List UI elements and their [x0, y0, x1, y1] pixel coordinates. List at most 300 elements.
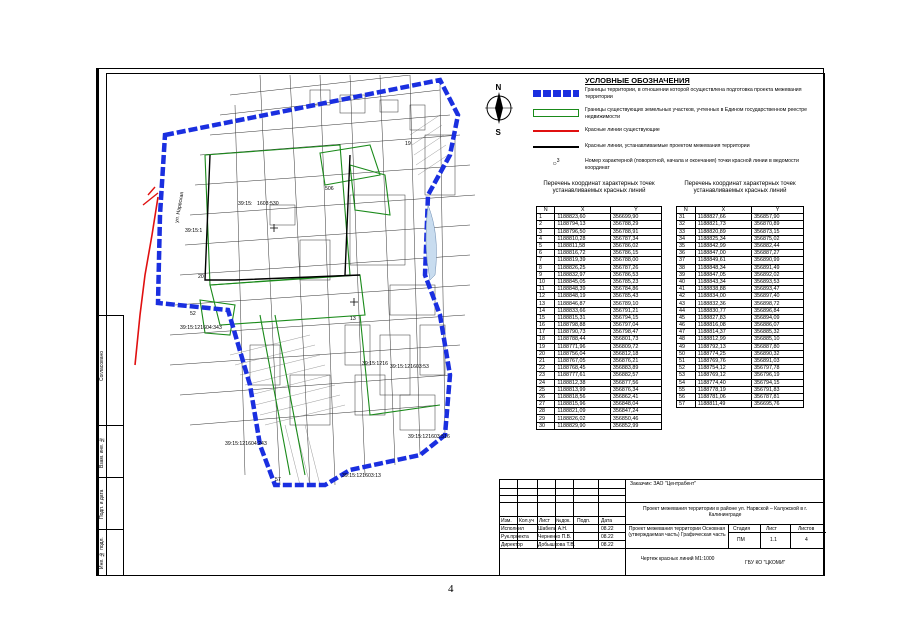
- cell-x: 1188774,25: [695, 350, 751, 357]
- tb-rule: [500, 488, 625, 489]
- drawing-name: Чертеж красных линий М1:1000: [640, 556, 715, 562]
- cell-y: 356848,04: [610, 401, 661, 408]
- table-row: [677, 300, 804, 307]
- table-row: [677, 401, 804, 408]
- cell-n: 16: [537, 322, 555, 329]
- cell-x: 1188847,05: [695, 271, 751, 278]
- table-row: [677, 250, 804, 257]
- cell-x: 1188843,34: [695, 278, 751, 285]
- customer-text: Заказчик: ЗАО "Центрабент": [630, 481, 697, 487]
- legend-title: УСЛОВНЫЕ ОБОЗНАЧЕНИЯ: [585, 76, 690, 85]
- cell-x: 1188823,60: [555, 214, 610, 221]
- cell-x: 1188842,99: [695, 242, 751, 249]
- table-row: [677, 372, 804, 379]
- cell-x: 1188818,56: [555, 393, 610, 400]
- table-row: [537, 322, 662, 329]
- cell-n: 47: [677, 329, 696, 336]
- tb-rule: [500, 532, 625, 533]
- stage-label: Стадия: [733, 526, 751, 532]
- legend-text-parcels: Границы существующих земельных участков, учтенных в Едином государственном реестре недвижимости: [585, 107, 807, 120]
- role-2: Рук.проекта: [501, 534, 529, 540]
- legend-sample-existing-red: [533, 130, 579, 132]
- cell-y: 356898,72: [752, 300, 804, 307]
- existing-red-line-branch: [143, 187, 158, 205]
- table-row: [677, 357, 804, 364]
- cell-n: 27: [537, 401, 555, 408]
- header-doc: №док.: [556, 518, 571, 524]
- cell-y: 356852,99: [610, 422, 661, 429]
- cell-y: 356794,15: [752, 379, 804, 386]
- cell-y: 356787,26: [610, 264, 661, 271]
- table-row: [537, 415, 662, 422]
- cell-x: 1188832,36: [695, 300, 751, 307]
- cell-x: 1188794,13: [555, 221, 610, 228]
- cell-n: 25: [537, 386, 555, 393]
- cell-y: 356885,32: [752, 329, 804, 336]
- col-x: X: [695, 207, 751, 214]
- cell-y: 356877,56: [610, 379, 661, 386]
- cell-n: 39: [677, 271, 696, 278]
- tb-rule: [760, 524, 761, 548]
- cell-n: 34: [677, 235, 696, 242]
- tb-rule: [500, 502, 824, 503]
- cell-n: 49: [677, 343, 696, 350]
- table-row: [537, 278, 662, 285]
- coord-table-left-title: Перечень координат характерных точек устанавливаемых красных линий: [543, 181, 655, 194]
- cell-y: 356794,15: [610, 314, 661, 321]
- table-row: [537, 228, 662, 235]
- col-x: X: [555, 207, 610, 214]
- cell-n: 50: [677, 350, 696, 357]
- parcel-label-h: 39:15:1216: [362, 361, 388, 367]
- cell-n: 20: [537, 350, 555, 357]
- cell-n: 41: [677, 286, 696, 293]
- col-y: Y: [752, 207, 804, 214]
- cell-y: 356788,29: [610, 221, 661, 228]
- cell-n: 56: [677, 393, 696, 400]
- table-row: [677, 343, 804, 350]
- table-row: [537, 293, 662, 300]
- cell-n: 46: [677, 322, 696, 329]
- cell-n: 29: [537, 415, 555, 422]
- legend-sample-new-red: [533, 146, 579, 148]
- cell-x: 1188821,09: [555, 408, 610, 415]
- table-row: [537, 271, 662, 278]
- cell-y: 356882,57: [610, 372, 661, 379]
- inv-orig-cell: [99, 529, 123, 576]
- sheet-label: Лист: [766, 526, 777, 532]
- cell-y: 356897,40: [752, 293, 804, 300]
- point-label-19: 19: [405, 141, 411, 147]
- cell-y: 356885,10: [752, 336, 804, 343]
- cell-x: 1188816,08: [695, 322, 751, 329]
- legend-text-new-red: Красные линии, устанавливаемые проектом межевания территории: [585, 143, 750, 149]
- header-kol: Кол.уч: [519, 518, 534, 524]
- cell-x: 1188830,77: [695, 307, 751, 314]
- cell-x: 1188816,72: [555, 250, 610, 257]
- cell-n: 31: [677, 214, 696, 221]
- cell-n: 1: [537, 214, 555, 221]
- cell-x: 1188796,50: [555, 228, 610, 235]
- cell-x: 1188769,12: [695, 372, 751, 379]
- cell-n: 14: [537, 307, 555, 314]
- header-date: Дата: [601, 518, 613, 524]
- legend-text-boundary: Границы территории, в отношении которой осуществлена подготовка проекта межевания территории: [585, 87, 802, 100]
- cell-x: 1188778,19: [695, 386, 751, 393]
- cell-y: 356882,44: [752, 242, 804, 249]
- cell-n: 57: [677, 401, 696, 408]
- org-name: ГБУ КО "ЦКОМИ": [745, 560, 786, 566]
- cell-y: 356791,21: [610, 307, 661, 314]
- point-label-20: 20: [198, 274, 204, 280]
- table-row: [537, 314, 662, 321]
- table-row: [677, 329, 804, 336]
- point-label-52: 52: [190, 311, 196, 317]
- stage-value: ПМ: [737, 537, 745, 543]
- inv-dup-label: Взам. инв. №: [99, 436, 105, 468]
- cell-x: 1188838,88: [695, 286, 751, 293]
- cell-y: 356791,83: [752, 386, 804, 393]
- cell-x: 1188774,40: [695, 379, 751, 386]
- cell-n: 24: [537, 379, 555, 386]
- existing-parcel-boundaries: [200, 145, 440, 475]
- cell-n: 12: [537, 293, 555, 300]
- cell-x: 1188768,45: [555, 365, 610, 372]
- cell-y: 356886,07: [752, 322, 804, 329]
- table-row: [537, 357, 662, 364]
- cell-y: 356894,09: [752, 314, 804, 321]
- cell-y: 356786,53: [610, 271, 661, 278]
- hatched-structures: [230, 115, 448, 485]
- cell-x: 1188834,00: [695, 293, 751, 300]
- cell-n: 21: [537, 357, 555, 364]
- cell-y: 356786,15: [610, 250, 661, 257]
- cell-x: 1188825,34: [695, 235, 751, 242]
- cell-x: 1188819,39: [555, 257, 610, 264]
- tb-rule: [500, 548, 824, 549]
- table-row: [537, 214, 662, 221]
- cell-n: 42: [677, 293, 696, 300]
- header-sign: Подп.: [577, 518, 591, 524]
- table-row: [537, 401, 662, 408]
- cell-n: 35: [677, 242, 696, 249]
- cell-y: 356786,02: [610, 242, 661, 249]
- table-row: [677, 365, 804, 372]
- cell-y: 356896,84: [752, 307, 804, 314]
- cell-x: 1188781,06: [695, 393, 751, 400]
- cell-x: 1188847,00: [695, 250, 751, 257]
- legend-text-point: Номер характерной (поворотной, начала и окончания) точки красной линии в ведомости координат: [585, 158, 799, 171]
- cell-x: 1188811,49: [695, 401, 751, 408]
- table-row: [537, 350, 662, 357]
- cell-n: 5: [537, 242, 555, 249]
- point-symbol-icon: ○: [552, 160, 557, 168]
- cell-y: 356887,80: [752, 343, 804, 350]
- table-row: [537, 386, 662, 393]
- cell-n: 6: [537, 250, 555, 257]
- cell-y: 356798,47: [610, 329, 661, 336]
- table-row: [537, 329, 662, 336]
- cell-y: 356883,89: [610, 365, 661, 372]
- cell-n: 52: [677, 365, 696, 372]
- cell-y: 356893,53: [752, 278, 804, 285]
- cell-y: 356892,02: [752, 271, 804, 278]
- table-row: [537, 257, 662, 264]
- cell-y: 356893,47: [752, 286, 804, 293]
- date-3: 08.22: [601, 542, 614, 548]
- cell-x: 1188833,66: [555, 307, 610, 314]
- table-row: [677, 386, 804, 393]
- role-1: Исполнил: [501, 526, 524, 532]
- cell-x: 1188792,13: [695, 343, 751, 350]
- cell-y: 356797,04: [610, 322, 661, 329]
- table-row: [677, 336, 804, 343]
- table-row: [677, 228, 804, 235]
- cell-y: 356784,86: [610, 286, 661, 293]
- cell-n: 37: [677, 257, 696, 264]
- table-row: [537, 242, 662, 249]
- cell-y: 356787,81: [752, 393, 804, 400]
- table-row: [537, 408, 662, 415]
- sign-date-label: Подп. и дата: [99, 489, 105, 519]
- cell-n: 36: [677, 250, 696, 257]
- date-1: 08.22: [601, 526, 614, 532]
- point-label-57: 57: [275, 477, 281, 483]
- cell-y: 356699,90: [610, 214, 661, 221]
- cell-n: 54: [677, 379, 696, 386]
- table-row: [537, 336, 662, 343]
- cell-x: 1188846,87: [555, 300, 610, 307]
- cell-y: 356891,49: [752, 264, 804, 271]
- table-row: [677, 307, 804, 314]
- cell-x: 1188790,73: [555, 329, 610, 336]
- cell-y: 356785,23: [610, 278, 661, 285]
- cell-y: 356789,10: [610, 300, 661, 307]
- table-row: [677, 242, 804, 249]
- parcel-label-g: 39:15:121604:243: [225, 441, 267, 447]
- compass-north: N: [495, 83, 502, 92]
- table-row: [677, 379, 804, 386]
- cell-n: 18: [537, 336, 555, 343]
- cell-n: 53: [677, 372, 696, 379]
- cell-n: 13: [537, 300, 555, 307]
- coord-table-right: [676, 206, 804, 408]
- cell-x: 1188788,44: [555, 336, 610, 343]
- legend-sample-boundary: [533, 90, 579, 97]
- table-row: [537, 307, 662, 314]
- table-row: [537, 286, 662, 293]
- cell-x: 1188848,19: [555, 293, 610, 300]
- title-block: [499, 479, 825, 576]
- cell-x: 1188754,12: [695, 365, 751, 372]
- cell-n: 11: [537, 286, 555, 293]
- cell-y: 356876,21: [610, 357, 661, 364]
- cell-n: 2: [537, 221, 555, 228]
- cell-n: 23: [537, 372, 555, 379]
- cell-n: 48: [677, 336, 696, 343]
- street-label: ул. Нарвская: [174, 191, 186, 224]
- cell-n: 40: [677, 278, 696, 285]
- table-row: [537, 372, 662, 379]
- cell-x: 1188813,99: [555, 386, 610, 393]
- cell-y: 356876,34: [610, 386, 661, 393]
- cell-n: 22: [537, 365, 555, 372]
- table-row: [537, 393, 662, 400]
- north-arrow-icon: [482, 82, 516, 138]
- table-row: [677, 278, 804, 285]
- table-row: [537, 300, 662, 307]
- tb-rule: [573, 480, 574, 548]
- table-row: [677, 322, 804, 329]
- cell-x: 1188812,38: [555, 379, 610, 386]
- cell-n: 4: [537, 235, 555, 242]
- cell-y: 356787,34: [610, 235, 661, 242]
- inv-orig-label: Инв. № подл.: [99, 537, 105, 570]
- col-n: N: [537, 207, 555, 214]
- legend-text-existing-red: Красные линии существующие: [585, 127, 660, 133]
- table-row: [537, 235, 662, 242]
- table-row: [537, 264, 662, 271]
- cell-y: 356796,19: [752, 372, 804, 379]
- table-row: [677, 264, 804, 271]
- cell-y: 356890,99: [752, 257, 804, 264]
- project-boundary: [158, 80, 458, 485]
- point-symbol-number: 3: [556, 158, 560, 164]
- cell-x: 1188815,96: [555, 401, 610, 408]
- role-3: Директор: [501, 542, 523, 548]
- tb-rule: [500, 516, 625, 517]
- cell-x: 1188756,04: [555, 350, 610, 357]
- table-row: [537, 365, 662, 372]
- table-row: [677, 286, 804, 293]
- table-row: [537, 422, 662, 429]
- cell-y: 356870,89: [752, 221, 804, 228]
- cell-y: 356873,15: [752, 228, 804, 235]
- cell-n: 43: [677, 300, 696, 307]
- name-1: Шабель А.Н.: [538, 526, 568, 532]
- cell-x: 1188827,66: [695, 214, 751, 221]
- site-plan-map: [110, 75, 532, 495]
- col-n: N: [677, 207, 696, 214]
- cell-y: 356862,41: [610, 393, 661, 400]
- cell-y: 356801,73: [610, 336, 661, 343]
- cell-x: 1188771,96: [555, 343, 610, 350]
- cell-n: 38: [677, 264, 696, 271]
- cell-y: 356695,76: [752, 401, 804, 408]
- table-row: [677, 221, 804, 228]
- point-label-506: 506: [325, 186, 334, 192]
- point-label-13: 13: [350, 316, 356, 322]
- date-2: 08.22: [601, 534, 614, 540]
- table-row: [677, 293, 804, 300]
- cell-y: 356847,24: [610, 408, 661, 415]
- cell-n: 30: [537, 422, 555, 429]
- parcel-label-d: 39:15:121603:516: [408, 434, 450, 440]
- cell-x: 1188811,58: [555, 242, 610, 249]
- sheets-value: 4: [805, 537, 808, 543]
- cell-x: 1188848,39: [555, 286, 610, 293]
- parcel-label-a: 39:15:1: [185, 228, 203, 234]
- legend-sample-point: [533, 158, 579, 168]
- tb-rule: [500, 524, 824, 525]
- cell-n: 7: [537, 257, 555, 264]
- cell-y: 356809,72: [610, 343, 661, 350]
- cell-x: 1188820,89: [695, 228, 751, 235]
- header-list: Лист: [539, 518, 550, 524]
- water-body: [426, 205, 437, 280]
- table-row: [537, 250, 662, 257]
- table-row: [537, 221, 662, 228]
- cell-y: 356875,02: [752, 235, 804, 242]
- cell-y: 356788,91: [610, 228, 661, 235]
- name-2: Черненко П.В.: [538, 534, 572, 540]
- cell-x: 1188812,99: [695, 336, 751, 343]
- legend-sample-parcels: [533, 109, 579, 117]
- project-red-lines: [205, 155, 360, 280]
- table-row: [677, 350, 804, 357]
- cell-n: 33: [677, 228, 696, 235]
- cell-x: 1188777,61: [555, 372, 610, 379]
- sheet-value: 1.1: [770, 537, 777, 543]
- cell-x: 1188810,28: [555, 235, 610, 242]
- table-row: [677, 393, 804, 400]
- cell-y: 356891,03: [752, 357, 804, 364]
- table-row: [537, 343, 662, 350]
- cell-x: 1188829,90: [555, 422, 610, 429]
- col-y: Y: [610, 207, 661, 214]
- tb-rule: [625, 480, 626, 575]
- table-row: [677, 235, 804, 242]
- cell-x: 1188814,37: [695, 329, 751, 336]
- page-number: 4: [448, 583, 454, 595]
- cell-x: 1188826,02: [555, 415, 610, 422]
- table-row: [537, 379, 662, 386]
- sheets-label: Листов: [798, 526, 815, 532]
- cell-y: 356785,43: [610, 293, 661, 300]
- cell-x: 1188769,76: [695, 357, 751, 364]
- cell-n: 44: [677, 307, 696, 314]
- tb-rule: [598, 480, 599, 548]
- tb-rule: [728, 524, 729, 548]
- cell-y: 356850,46: [610, 415, 661, 422]
- compass-south: S: [495, 128, 501, 137]
- cell-y: 356797,78: [752, 365, 804, 372]
- cell-y: 356857,90: [752, 214, 804, 221]
- tb-rule: [500, 540, 625, 541]
- header-izm: Изм.: [501, 518, 512, 524]
- cell-x: 1188821,73: [695, 221, 751, 228]
- cell-x: 1188832,97: [555, 271, 610, 278]
- parcel-label-e: 39:15:121603:13: [342, 473, 381, 479]
- tb-rule: [728, 532, 826, 533]
- name-3: Добышкова Т.В.: [538, 542, 576, 548]
- cell-x: 1188815,31: [555, 314, 610, 321]
- cell-x: 1188848,34: [695, 264, 751, 271]
- cell-y: 356887,27: [752, 250, 804, 257]
- parcel-label-f: 39:15:121603:53: [390, 364, 429, 370]
- cell-n: 8: [537, 264, 555, 271]
- cell-x: 1188827,83: [695, 314, 751, 321]
- cell-n: 26: [537, 393, 555, 400]
- cell-n: 9: [537, 271, 555, 278]
- cell-n: 45: [677, 314, 696, 321]
- cell-n: 19: [537, 343, 555, 350]
- table-row: [677, 314, 804, 321]
- parcel-label-c: 39:15:121604:343: [180, 325, 222, 331]
- cell-n: 32: [677, 221, 696, 228]
- stage-title: Проект межевания территории Основная (утверждаемая часть) Графическая часть: [628, 526, 726, 538]
- cell-x: 1188798,88: [555, 322, 610, 329]
